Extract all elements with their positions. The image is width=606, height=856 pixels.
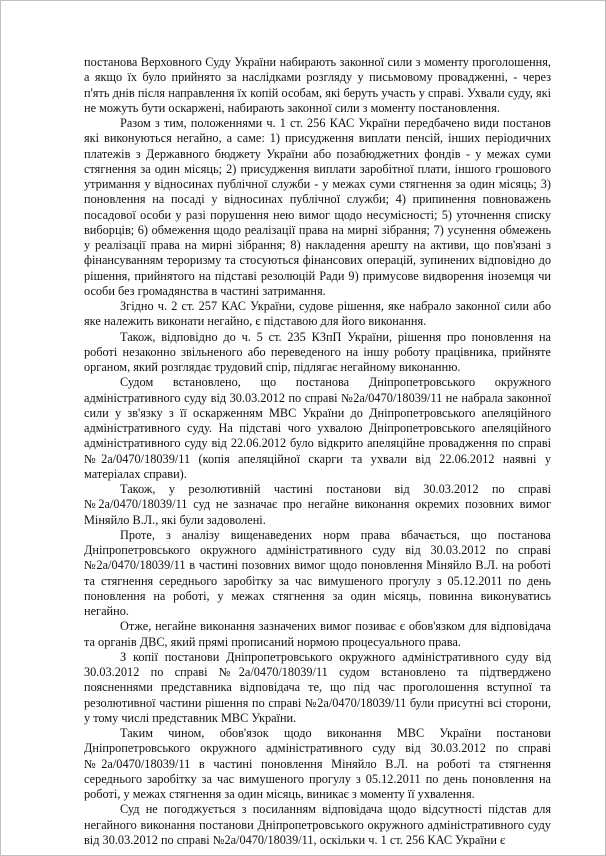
paragraph-3: Згідно ч. 2 ст. 257 КАС України, судове рішення, яке набрало законної сили або яке належить виконати негайно, є підставою для його виконання. xyxy=(84,299,551,329)
paragraph-10: Таким чином, обов'язок щодо виконання МВС України постанови Дніпропетровського окружного адміністративного суду від 30.03.2012 по справі №2а/0470/18039/11 в частині поновлення Міняйло В.Л. на роботі та стягнення середнього заробітку за час вимушеного прогулу з 05.12.2011 по день поновлення на роботі, у межах стягнення за один місяць, виникає з моменту її ухвалення. xyxy=(84,726,551,801)
paragraph-5: Судом встановлено, що постанова Дніпропетровського окружного адміністративного суду від 30.03.2012 по справі №2а/0470/18039/11 не набрала законної сили у зв'язку з її оскарженням МВС України до Дніпропетровського апеляційного адміністративного суду. На підставі чого ухвалою Дніпропетровського апеляційного адміністративного суду від 22.06.2012 було відкрито апеляційне провадження по справі №2а/0470/18039/11 (копія апеляційної скарги та ухвали від 22.06.2012 наявні у матеріалах справи). xyxy=(84,375,551,481)
paragraph-7: Проте, з аналізу вищенаведених норм права вбачається, що постанова Дніпропетровського окружного адміністративного суду від 30.03.2012 по справі №2а/0470/18039/11 в частині позовних вимог щодо поновлення Міняйло В.Л. на роботі та стягнення середнього заробітку за час вимушеного прогулу з 05.12.2011 по день поновлення на роботі, у межах стягнення за один місяць, повинна виконуватись негайно. xyxy=(84,527,551,618)
paragraph-4: Також, відповідно до ч. 5 ст. 235 КЗпП України, рішення про поновлення на роботі незаконно звільненого або переведеного на іншу роботу працівника, прийняте органом, який розглядає трудовий спір, підлягає негайному виконанню. xyxy=(84,329,551,374)
paragraph-1: постанова Верховного Суду України набирають законної сили з моменту проголошення, а якщо їх було прийнято за наслідками розгляду у письмовому провадженні, - через п'ять днів після направлення їх копій особам, які беруть участь у справі. Ухвали суду, які не можуть бути оскаржені, набирають законної сили з моменту постановлення. xyxy=(84,55,551,115)
paragraph-8: Отже, негайне виконання зазначених вимог позиває є обов'язком для відповідача та органів ДВС, який прямі прописаний нормою процесуального права. xyxy=(84,619,551,649)
paragraph-6: Також, у резолютивній частині постанови від 30.03.2012 по справі №2а/0470/18039/11 суд не зазначає про негайне виконання окремих позовних вимог Міняйло В.Л., які були задоволені. xyxy=(84,482,551,527)
paragraph-2: Разом з тим, положеннями ч. 1 ст. 256 КАС України передбачено види постанов які виконуються негайно, а саме: 1) присудження виплати пенсій, інших періодичних платежів з Державного бюджету України або позабюджетних фондів - у межах суми стягнення за один місяць; 2) присудження виплати заробітної плати, іншого грошового утримання у відносинах публічної служби - у межах суми стягнення за один місяць; 3) поновлення на посаді у відносинах публічної служби; 4) припинення повноважень посадової особи у разі порушення нею вимог щодо несумісності; 5) уточнення списку виборців; 6) обмеження щодо реалізації права на мирні зібрання; 7) усунення обмежень у реалізації права на мирні зібрання; 8) накладення арешту на активи, що пов'язані з фінансуванням тероризму та стосуються фінансових операцій, зупинених відповідно до рішення, прийнятого на підставі резолюцій Ради 9) примусове видворення іноземця чи особи без громадянства в частині затримання. xyxy=(84,116,551,298)
paragraph-9: З копії постанови Дніпропетровського окружного адміністративного суду від 30.03.2012 по справі №2а/0470/18039/11 судом встановлено та підтверджено поясненнями представника відповідача те, що під час проголошення вступної та резолютивної частини рішення по справі №2а/0470/18039/11 були присутні всі сторони, у тому числі представник МВС України. xyxy=(84,649,551,725)
paragraph-11: Суд не погоджується з посиланням відповідача щодо відсутності підстав для негайного виконання постанови Дніпропетровського окружного адміністративного суду від 30.03.2012 по справі №2а/0470/18039/11, оскільки ч. 1 ст. 256 КАС України є xyxy=(84,802,551,847)
document-body xyxy=(84,55,551,848)
